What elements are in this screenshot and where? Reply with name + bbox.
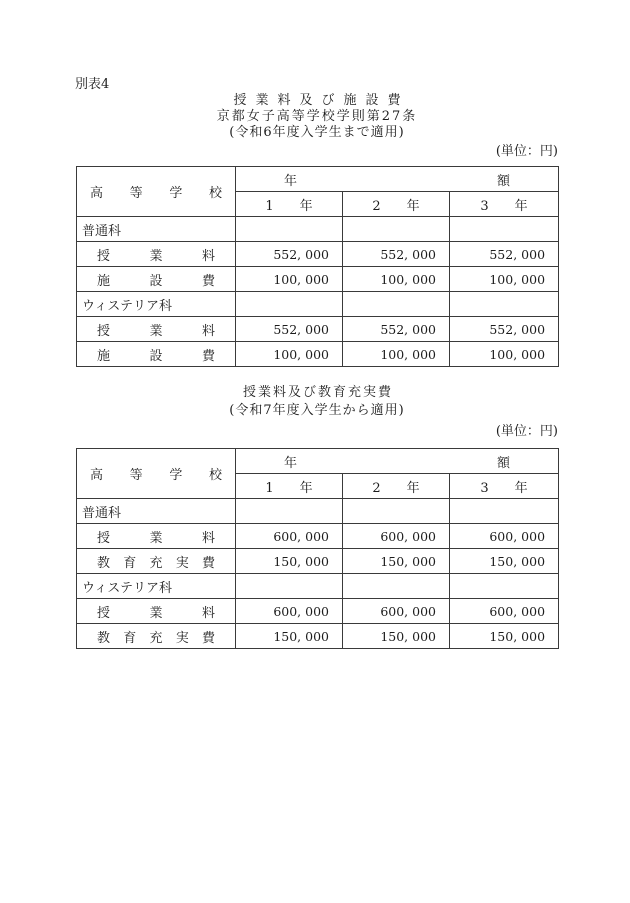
category-label-cell <box>77 499 236 524</box>
fee-label-cell <box>77 267 236 292</box>
table-header-row <box>77 449 559 474</box>
fee-value-cell: 552, 000 <box>450 242 559 267</box>
table-row <box>77 342 559 367</box>
grade2-header-cell: 2 年 <box>343 474 450 499</box>
table-header-row <box>77 167 559 192</box>
fee-label: 授 業 料 <box>97 605 215 621</box>
category-label-cell <box>77 292 236 317</box>
fee-label: 教 育 充 実 費 <box>97 555 215 571</box>
fee-label: 教 育 充 実 費 <box>97 630 215 646</box>
grade3-header-cell: 3 年 <box>450 474 559 499</box>
grade1-header-cell: 1 年 <box>236 474 343 499</box>
fee-value-cell: 100, 000 <box>236 267 343 292</box>
section2-applicability: (令和7年度入学生から適用) <box>229 403 405 418</box>
fee-value-cell <box>450 217 559 242</box>
category-label-cell <box>77 217 236 242</box>
school-header-label: 高 等 学 校 <box>90 186 222 201</box>
section1-title: 授業料及び施設費 <box>233 93 410 108</box>
annual-amount-header-label: 年 額 <box>284 173 511 189</box>
table-row <box>77 317 559 342</box>
section1-fee-table <box>76 166 559 367</box>
category-label: ウィステリア科 <box>82 298 172 314</box>
fee-value-cell <box>343 574 450 599</box>
fee-value-cell: 552, 000 <box>236 317 343 342</box>
table-row <box>77 624 559 649</box>
fee-value-cell: 552, 000 <box>236 242 343 267</box>
fee-label-cell <box>77 342 236 367</box>
category-label-cell <box>77 574 236 599</box>
appendix-label: 別表4 <box>75 77 110 92</box>
fee-label: 授 業 料 <box>97 248 215 264</box>
fee-value-cell: 100, 000 <box>450 267 559 292</box>
category-label: ウィステリア科 <box>82 580 172 596</box>
table-row <box>77 292 559 317</box>
fee-value-cell: 100, 000 <box>343 342 450 367</box>
table-row <box>77 549 559 574</box>
section2-fee-table <box>76 448 559 649</box>
fee-label-cell <box>77 317 236 342</box>
fee-value-cell <box>236 292 343 317</box>
fee-value-cell <box>343 499 450 524</box>
grade3-header-cell: 3 年 <box>450 192 559 217</box>
fee-label-cell <box>77 599 236 624</box>
fee-value-cell: 600, 000 <box>236 524 343 549</box>
fee-value-cell <box>450 574 559 599</box>
fee-value-cell: 150, 000 <box>236 549 343 574</box>
fee-value-cell <box>236 499 343 524</box>
annual-amount-header-cell <box>236 449 559 474</box>
fee-value-cell <box>343 217 450 242</box>
fee-value-cell <box>236 217 343 242</box>
table-row <box>77 217 559 242</box>
table-row <box>77 599 559 624</box>
table-row <box>77 242 559 267</box>
section1-heading <box>76 93 558 141</box>
fee-label-cell <box>77 549 236 574</box>
table-row <box>77 267 559 292</box>
fee-value-cell <box>450 292 559 317</box>
school-header-cell <box>77 167 236 217</box>
section2-title: 授業料及び教育充実費 <box>242 385 393 400</box>
annual-amount-header-label: 年 額 <box>284 455 511 471</box>
annual-amount-header-cell <box>236 167 559 192</box>
fee-value-cell <box>343 292 450 317</box>
fee-value-cell: 150, 000 <box>450 549 559 574</box>
fee-label: 授 業 料 <box>97 530 215 546</box>
fee-value-cell <box>450 499 559 524</box>
fee-value-cell: 150, 000 <box>343 549 450 574</box>
fee-value-cell: 100, 000 <box>343 267 450 292</box>
category-label: 普通科 <box>82 223 122 239</box>
school-header-cell <box>77 449 236 499</box>
grade1-header-cell: 1 年 <box>236 192 343 217</box>
section1-subtitle: 京都女子高等学校学則第27条 <box>216 109 418 124</box>
fee-value-cell <box>236 574 343 599</box>
fee-value-cell: 600, 000 <box>450 599 559 624</box>
fee-value-cell: 150, 000 <box>343 624 450 649</box>
section2-unit-note: (単位：円) <box>495 424 558 439</box>
fee-value-cell: 552, 000 <box>343 317 450 342</box>
section1-applicability: (令和6年度入学生まで適用) <box>229 125 405 140</box>
grade2-header-cell: 2 年 <box>343 192 450 217</box>
fee-value-cell: 100, 000 <box>450 342 559 367</box>
table-row <box>77 524 559 549</box>
fee-label: 施 設 費 <box>97 273 215 289</box>
category-label: 普通科 <box>82 505 122 521</box>
table-row <box>77 499 559 524</box>
table-row <box>77 574 559 599</box>
fee-value-cell: 100, 000 <box>236 342 343 367</box>
fee-value-cell: 600, 000 <box>450 524 559 549</box>
fee-label-cell <box>77 242 236 267</box>
school-header-label: 高 等 学 校 <box>90 468 222 483</box>
fee-value-cell: 600, 000 <box>236 599 343 624</box>
fee-label: 授 業 料 <box>97 323 215 339</box>
section1-unit-note: (単位：円) <box>495 144 558 159</box>
section2-heading <box>76 384 558 420</box>
fee-label-cell <box>77 524 236 549</box>
fee-label: 施 設 費 <box>97 348 215 364</box>
fee-value-cell: 150, 000 <box>236 624 343 649</box>
fee-label-cell <box>77 624 236 649</box>
fee-value-cell: 150, 000 <box>450 624 559 649</box>
fee-value-cell: 600, 000 <box>343 599 450 624</box>
fee-value-cell: 552, 000 <box>450 317 559 342</box>
fee-value-cell: 600, 000 <box>343 524 450 549</box>
fee-value-cell: 552, 000 <box>343 242 450 267</box>
